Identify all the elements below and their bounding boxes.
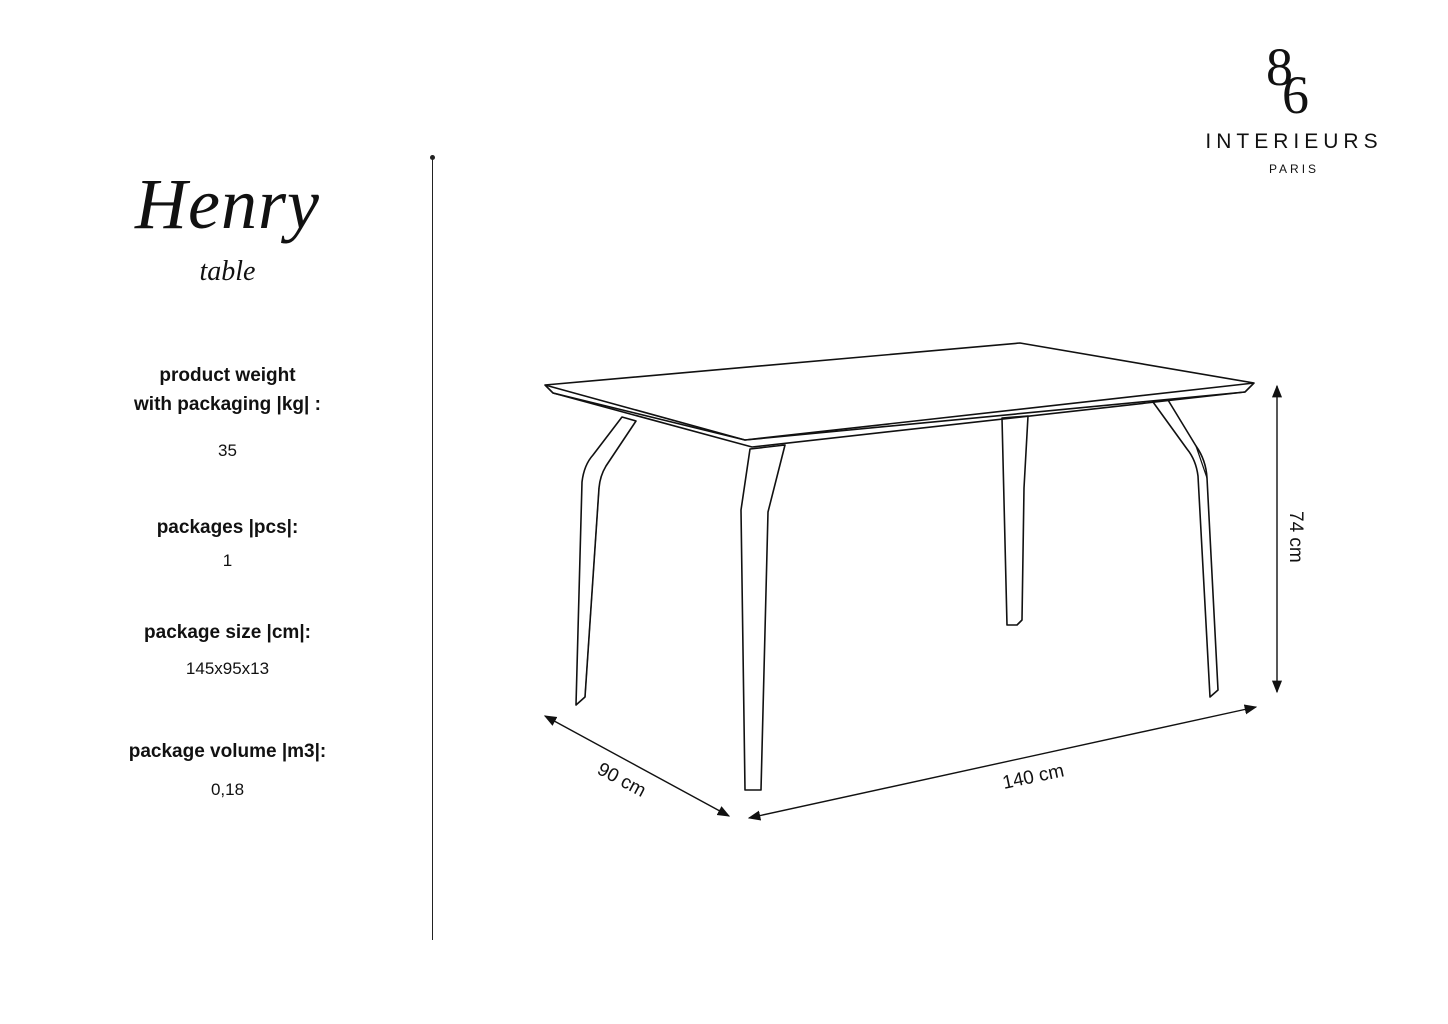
brand-monogram-right: 6 [1282, 65, 1309, 125]
width-dimension-label: 140 cm [1000, 760, 1066, 794]
spec-package-size-value: 145x95x13 [185, 659, 270, 678]
leg-left-back [576, 417, 636, 705]
spec-package-volume-label: package volume |m3|: [128, 741, 327, 762]
spec-packages-label: packages |pcs|: [156, 517, 299, 538]
leg-back-right [1002, 416, 1028, 625]
brand-name: INTERIEURS [1205, 130, 1383, 153]
height-dimension-label: 74 cm [1285, 511, 1306, 563]
depth-dimension-label: 90 cm [593, 758, 650, 802]
product-name: Henry [135, 164, 320, 244]
product-type: table [199, 256, 256, 287]
spec-packages-value: 1 [222, 551, 233, 570]
leg-right [1153, 400, 1218, 697]
spec-weight-value: 35 [218, 441, 237, 460]
brand-city: PARIS [1268, 162, 1320, 176]
depth-dimension-line [545, 716, 729, 816]
leg-front [741, 445, 785, 790]
width-dimension-line [749, 707, 1256, 818]
brand-monogram-left: 8 [1266, 37, 1293, 97]
spec-weight-label: product weight with packaging |kg| : [134, 365, 321, 415]
spec-package-size-label: package size |cm|: [144, 622, 311, 643]
spec-package-volume-value: 0,18 [210, 780, 245, 799]
